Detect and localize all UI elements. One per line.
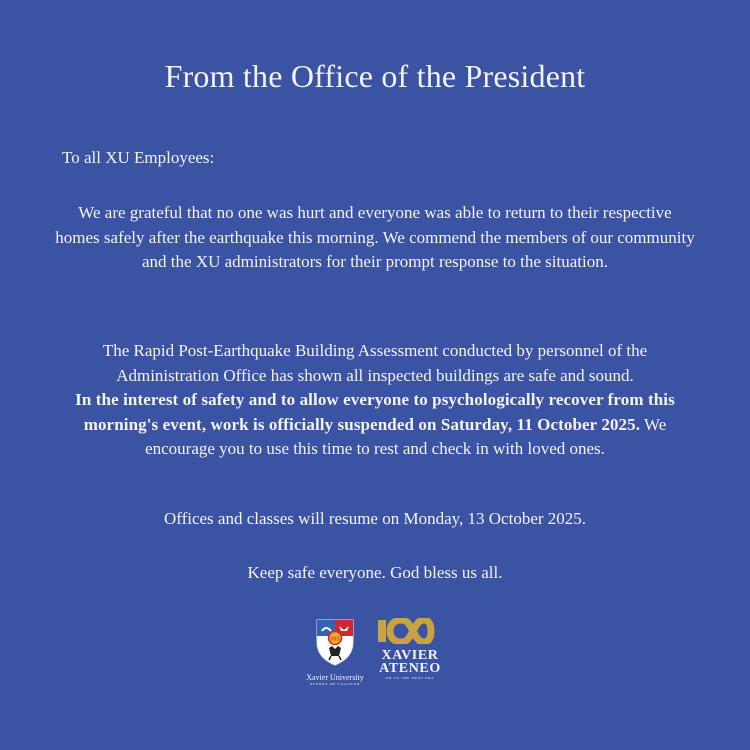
assessment-intro: The Rapid Post-Earthquake Building Assessment conducted by personnel of the Administration Office has shown all inspected buildings are safe and sound.: [102, 341, 648, 385]
assessment-closing: We encourage you to use this time to rest and check in with loved ones.: [145, 414, 667, 458]
centennial-tagline: ON TO THE NEXT ERA: [385, 676, 435, 680]
university-name: Xavier University: [306, 673, 364, 682]
page-title: From the Office of the President: [164, 58, 586, 94]
centennial-100-icon: [376, 618, 444, 649]
footer-logos: [0, 618, 750, 687]
paragraph-sign-off: Keep safe everyone. God bless us all.: [247, 563, 503, 582]
salutation: To all XU Employees:: [62, 148, 215, 167]
centennial-logo: [374, 618, 446, 681]
centennial-ateneo: ATENEO: [379, 661, 441, 676]
paragraph-assessment: [55, 339, 695, 462]
paragraph-gratitude: We are grateful that no one was hurt and everyone was able to return to their respective homes safely after the earthquake this morning. We commend the members of our community and the XU administrators for their prompt response to the situation.: [55, 203, 695, 271]
svg-text:IHS: IHS: [330, 636, 340, 643]
xavier-university-logo: [304, 618, 366, 687]
centennial-xavier: XAVIER: [381, 648, 439, 663]
paragraph-resumption: Offices and classes will resume on Monday, 13 October 2025.: [163, 509, 587, 528]
university-subtitle: ATENEO DE CAGAYAN: [309, 682, 361, 686]
university-crest-icon: [315, 618, 355, 671]
suspension-notice: In the interest of safety and to allow everyone to psychologically recover from this morning's event, work is officially suspended on Saturday, 11 October 2025.: [75, 390, 675, 434]
